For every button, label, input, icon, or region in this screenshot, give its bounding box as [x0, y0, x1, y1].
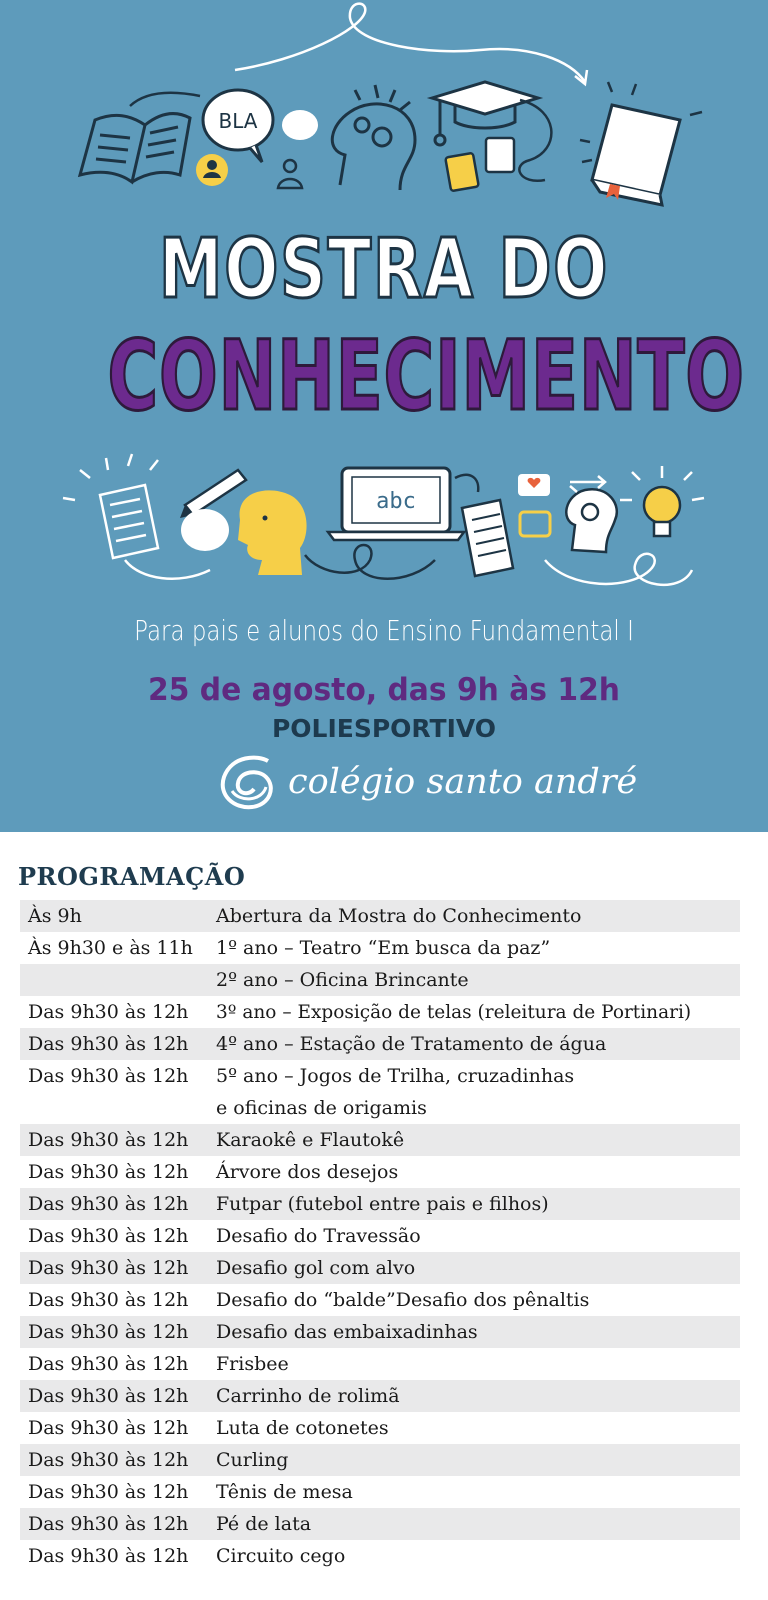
table-row — [20, 1412, 740, 1444]
thinking-head-icon — [332, 85, 415, 190]
person-icon — [278, 160, 302, 188]
row-time: Das 9h30 às 12h — [28, 1001, 189, 1023]
small-bubble-icon — [282, 110, 318, 140]
row-activity: Curling — [216, 1449, 289, 1471]
lightbulb-icon — [620, 466, 704, 536]
scroll-note-icon — [445, 153, 478, 191]
speech-bubble-icon — [203, 90, 273, 162]
title-line-1: MOSTRA DO — [158, 222, 610, 317]
row-time: Das 9h30 às 12h — [28, 1257, 189, 1279]
chat-bubble-icon — [181, 509, 229, 551]
row-time: Das 9h30 às 12h — [28, 1289, 189, 1311]
table-row — [20, 1188, 740, 1220]
table-row — [20, 964, 740, 996]
row-time: Das 9h30 às 12h — [28, 1353, 189, 1375]
row-time: Das 9h30 às 12h — [28, 1481, 189, 1503]
school-logo — [218, 752, 637, 812]
row-activity-line-2: e oficinas de origamis — [216, 1097, 427, 1119]
curly-arrow-icon — [235, 4, 585, 82]
table-row — [20, 1348, 740, 1380]
open-book-icon — [80, 114, 190, 182]
table-row — [20, 1124, 740, 1156]
row-time: Das 9h30 às 12h — [28, 1449, 189, 1471]
laptop-icon — [328, 468, 464, 540]
table-row — [20, 1316, 740, 1348]
document-icon — [486, 138, 514, 172]
table-row — [20, 1380, 740, 1412]
table-row — [20, 1028, 740, 1060]
row-activity: Desafio do “balde”Desafio dos pênaltis — [216, 1289, 590, 1311]
speaking-head-icon — [238, 490, 307, 575]
row-time: Das 9h30 às 12h — [28, 1193, 189, 1215]
abc-text: abc — [376, 489, 416, 514]
row-activity: Futpar (futebol entre pais e filhos) — [216, 1193, 549, 1215]
spiral-logo-icon — [218, 751, 280, 813]
row-activity: Desafio das embaixadinhas — [216, 1321, 478, 1343]
row-time: Às 9h30 e às 11h — [28, 937, 193, 959]
table-row — [20, 1508, 740, 1540]
row-activity: Frisbee — [216, 1353, 289, 1375]
row-time: Das 9h30 às 12h — [28, 1033, 189, 1055]
row-activity: 1º ano – Teatro “Em busca da paz” — [216, 937, 551, 959]
chat-outline-icon — [520, 512, 550, 536]
row-time: Das 9h30 às 12h — [28, 1225, 189, 1247]
row-activity: Desafio gol com alvo — [216, 1257, 416, 1279]
row-activity: 3º ano – Exposição de telas (releitura de Portinari) — [216, 1001, 692, 1023]
row-activity: Árvore dos desejos — [216, 1161, 399, 1183]
row-time: Das 9h30 às 12h — [28, 1385, 189, 1407]
table-row — [20, 996, 740, 1028]
row-time: Das 9h30 às 12h — [28, 1161, 189, 1183]
lightbulb-head-icon — [566, 489, 617, 552]
school-name: colégio santo andré — [288, 762, 638, 802]
table-row — [20, 932, 740, 964]
row-time: Das 9h30 às 12h — [28, 1321, 189, 1343]
bla-text: BLA — [218, 109, 258, 133]
event-date: 25 de agosto, das 9h às 12h — [148, 672, 620, 708]
row-activity: Tênis de mesa — [216, 1481, 353, 1503]
row-activity: Carrinho de rolimã — [216, 1385, 400, 1407]
table-row — [20, 1540, 740, 1572]
title-line-2: CONHECIMENTO — [107, 320, 745, 432]
row-time: Das 9h30 às 12h — [28, 1513, 189, 1535]
table-row — [20, 1252, 740, 1284]
row-activity: 2º ano – Oficina Brincante — [216, 969, 469, 991]
row-time: Das 9h30 às 12h — [28, 1129, 189, 1151]
schedule-table — [20, 900, 740, 1572]
document-lines-icon — [462, 500, 513, 576]
table-row — [20, 1476, 740, 1508]
row-activity: Abertura da Mostra do Conhecimento — [216, 905, 582, 927]
row-activity: Circuito cego — [216, 1545, 346, 1567]
row-activity — [216, 1060, 740, 1124]
row-time: Das 9h30 às 12h — [28, 1545, 189, 1567]
schedule-heading: PROGRAMAÇÃO — [18, 862, 246, 891]
table-row — [20, 900, 740, 932]
row-activity-line-1: 5º ano – Jogos de Trilha, cruzadinhas — [216, 1065, 575, 1087]
audience-subtitle: Para pais e alunos do Ensino Fundamental I — [134, 614, 634, 647]
row-time: Das 9h30 às 12h — [28, 1065, 189, 1087]
row-time: Às 9h — [28, 905, 82, 927]
table-row — [20, 1060, 740, 1124]
row-activity: Karaokê e Flautokê — [216, 1129, 405, 1151]
closed-book-icon — [580, 82, 702, 205]
row-time: Das 9h30 às 12h — [28, 1417, 189, 1439]
row-activity: Luta de cotonetes — [216, 1417, 389, 1439]
graduation-cap-icon — [432, 82, 538, 145]
table-row — [20, 1444, 740, 1476]
row-activity: Pé de lata — [216, 1513, 312, 1535]
row-activity: 4º ano – Estação de Tratamento de água — [216, 1033, 607, 1055]
table-row — [20, 1156, 740, 1188]
row-activity: Desafio do Travessão — [216, 1225, 421, 1247]
schedule-section — [0, 832, 768, 1600]
table-row — [20, 1220, 740, 1252]
event-venue: POLIESPORTIVO — [271, 714, 497, 743]
table-row — [20, 1284, 740, 1316]
